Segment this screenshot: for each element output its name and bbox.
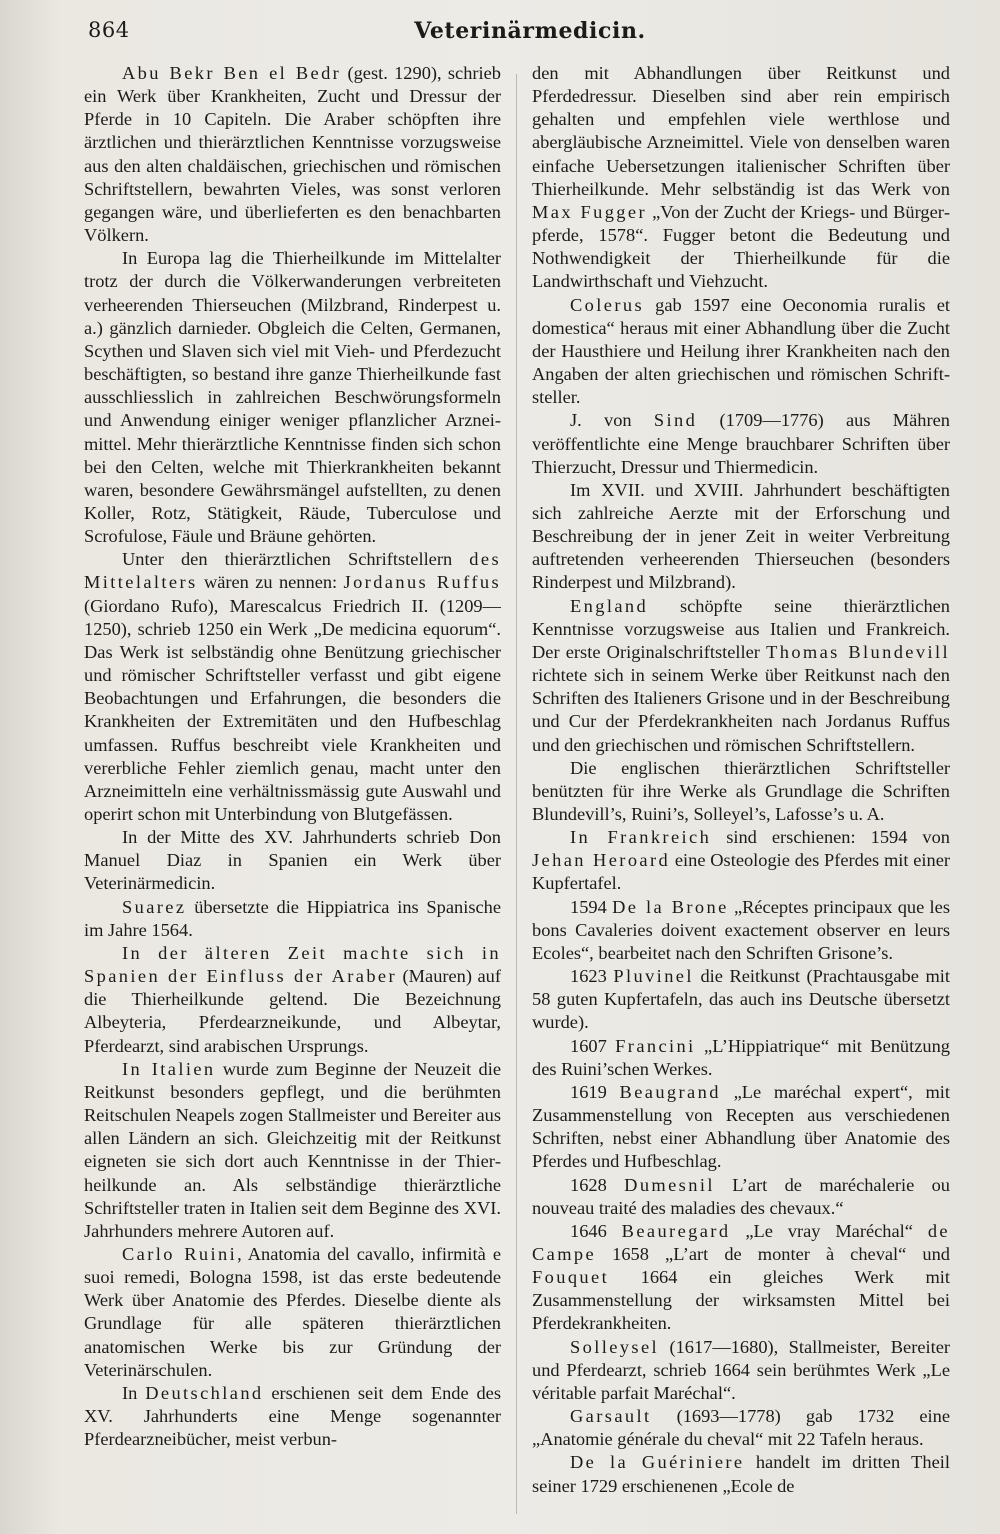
spaced-name: Garsault	[570, 1406, 652, 1427]
spaced-name: De la Guériniere	[570, 1452, 745, 1473]
spaced-name: Abu Bekr Ben el Bedr	[122, 63, 342, 83]
page-number: 864	[88, 18, 130, 42]
spaced-name: Thomas Blundevill	[766, 641, 950, 662]
paragraph	[532, 826, 950, 895]
paragraph	[532, 1174, 950, 1220]
spaced-name: In Frankreich	[570, 827, 712, 848]
paragraph	[532, 294, 950, 410]
running-title: Veterinärmedicin.	[414, 18, 646, 44]
spaced-name: Max Fugger	[532, 201, 647, 222]
text-run: die Reitkunst (Prachtausgabe mit 58 guten Kupfertafeln, das auch ins Deutsche übersetzt wurde).	[532, 966, 950, 1033]
text-run: (1617—1680), Stallmeister, Bereiter und Pferdearzt, schrieb 1664 sein berühmtes Werk „Le véritable parfait Maréchal“.	[532, 1336, 950, 1403]
paragraph	[84, 1243, 501, 1382]
text-run: (Giordano Rufo), Marescalcus Friedrich II. (1209—1250), schrieb 1250 ein Werk „De medicina equorum“. Das Werk ist selbständig ohne Benützung griechischer und römischer Schriftsteller verfasst und gibt eigene Beobachtungen und Erfahrungen, die besonders die Krankheiten der Extremitäten und den Hufbeschlag umfassen. Ruffus beschreibt viele Krankheiten und vererbliche Fehler ziemlich genau, macht unter den Arzneimitteln eine verhältnissmässig gute Auswahl und operirt schon mit Unterbindung von Blutgefässen.	[84, 595, 501, 824]
left-column	[84, 62, 501, 1522]
text-run: gab 1597 eine Oeconomia ruralis et domestica“ heraus mit einer Abhandlung über die Zucht der Hausthiere und Heilung ihrer Krankheiten nach den Angaben der alten griechischen und römischen Schriftsteller.	[532, 294, 950, 408]
text-run: „Le maréchal expert“, mit Zusammenstellung von Recepten aus verschiedenen Schriften, nebst einer Abhandlung über Anatomie des Pferdes und Hufbeschlag.	[532, 1081, 950, 1172]
text-run: 1628	[570, 1174, 625, 1195]
spaced-name: Pluvinel	[613, 966, 694, 987]
text-run: In Europa lag die Thierheilkunde im Mittelalter trotz der durch die Völkerwanderungen verbreiteten verheerenden Thierseuchen (Milzbrand, Rinderpest u. a.) gänzlich darnieder. Obgleich die Celten, Germanen, Scythen und Slaven sich viel mit Vieh- und Pferdezucht beschäftigten, so bestand ihre ganze Thierheilkunde fast ausschliesslich in zahlreichen Beschwörungsformeln und Anwendung einiger weniger pflanzlicher Arzneimittel. Mehr thierärztliche Kenntnisse finden sich schon bei den Celten, welche mit Thierkrankheiten bekannt waren, besondere Gewährsmängel aufstellten, zu denen Koller, Rotz, Stätigkeit, Räude, Tuberculose und Scrofulose, Fäule und Bräune gehörten.	[84, 248, 501, 547]
text-run: den mit Abhandlungen über Reitkunst und Pferdedressur. Dieselben sind aber rein empirisch gehalten und empfehlen viele werthlose und abergläubische Arzneimittel. Viele von denselben waren einfache Uebersetzungen italienischer Schriften über Thierheilkunde. Mehr selbständig ist das Werk von	[532, 63, 950, 199]
text-run: übersetzte die Hippiatrica ins Spanische im Jahre 1564.	[84, 896, 501, 940]
spaced-name: Sind	[653, 410, 698, 431]
paragraph	[84, 62, 501, 247]
text-run: schöpfte seine thierärztlichen Kenntnisse vorzugsweise aus Italien und Frankreich. Der erste Originalschriftsteller	[532, 595, 950, 662]
paragraph	[532, 409, 950, 478]
spaced-name: Fouquet	[532, 1267, 610, 1288]
spaced-name: Suarez	[122, 896, 187, 917]
column-divider	[516, 74, 517, 1514]
paragraph	[84, 1058, 501, 1243]
text-run: Unter den thierärztlichen Schriftstellern	[122, 549, 470, 570]
spaced-name: Francini	[615, 1035, 696, 1056]
paragraph	[84, 247, 501, 548]
spaced-name: Beaugrand	[619, 1081, 721, 1102]
paragraph	[84, 942, 501, 1058]
spaced-name: des Mittelalters	[84, 549, 501, 593]
text-run: Die englischen thierärztlichen Schriftsteller benützten für ihre Werke als Grundlage die Schriften Blundevill’s, Ruini’s, Solleyel’s, Lafosse’s u. A.	[532, 757, 950, 824]
paragraph	[532, 62, 950, 294]
text-run: eine Osteologie des Pferdes mit einer Kupfertafel.	[532, 850, 950, 894]
spaced-name: De la Brone	[612, 896, 729, 917]
spaced-name: England	[570, 595, 649, 616]
text-run: (gest. 1290), schrieb ein Werk über Krankheiten, Zucht und Dressur der Pferde in 10 Capiteln. Die Araber schöpften ihre ärztlichen und thierärztlichen Kenntnisse vorzugsweise aus den alten chaldäischen, griechischen und römischen Schriftstellern, bewahrten Vieles, was sonst verloren gegangen wäre, und überlieferten es den benachbarten Völkern.	[84, 63, 501, 246]
paragraph	[532, 1035, 950, 1081]
spaced-name: Colerus	[570, 294, 645, 315]
paragraph	[84, 826, 501, 895]
text-run: L’art de maréchalerie ou nouveau traité des maladies des chevaux.“	[532, 1174, 950, 1218]
right-column	[532, 62, 950, 1522]
text-run: „Von der Zucht der Kriegs- und Bürgerpferde, 1578“. Fugger betont die Bedeutung und Nothwendigkeit der Thierheilkunde für die Landwirthschaft und Viehzucht.	[532, 201, 950, 292]
text-run: 1658 „L’art de monter à cheval“ und	[596, 1243, 950, 1264]
spaced-name: In Italien	[122, 1058, 216, 1079]
text-run: 1594	[570, 896, 613, 917]
text-run: 1619	[570, 1081, 620, 1102]
text-run: (Mauren) auf die Thierheilkunde geltend. Die Bezeichnung Albeyteria, Pferdearzneikunde, und Albeytar, Pferdearzt, sind arabischen Ursprungs.	[84, 966, 501, 1056]
text-run: 1607	[570, 1035, 616, 1056]
text-run: In	[122, 1382, 146, 1403]
paragraph	[532, 1081, 950, 1174]
text-run: handelt im dritten Theil seiner 1729 erschienenen „Ecole de	[532, 1452, 950, 1496]
text-run: „L’Hippiatrique“ mit Benützung des Ruini’schen Werkes.	[532, 1035, 950, 1079]
paragraph	[84, 548, 501, 826]
paragraph	[532, 757, 950, 826]
paragraph	[532, 595, 950, 757]
paragraph	[532, 1451, 950, 1497]
paragraph	[532, 479, 950, 595]
paragraph	[84, 896, 501, 942]
spaced-name: Deutschland	[145, 1382, 264, 1403]
spaced-name: de Campe	[532, 1220, 950, 1264]
text-run: richtete sich in seinem Werke über Reitkunst nach den Schriften des Italieners Grisone und in der Beschreibung und Cur der Pferdekrankheiten nach Jordanus Ruffus und den griechischen und römischen Schriftstellern.	[532, 665, 950, 755]
spaced-name: Jordanus Ruffus	[343, 572, 501, 593]
text-run: In der Mitte des XV. Jahrhunderts schrieb Don Manuel Diaz in Spanien ein Werk über Veterinärmedicin.	[84, 827, 501, 894]
spaced-name: Beauregard	[621, 1220, 731, 1241]
text-run: „Le vray Maréchal“	[730, 1220, 928, 1241]
paragraph	[532, 965, 950, 1034]
spaced-name: Dumesnil	[624, 1174, 715, 1195]
spaced-name: Solleysel	[570, 1336, 660, 1357]
spaced-name: Carlo Ruini	[122, 1243, 238, 1264]
text-run: 1646	[570, 1220, 622, 1241]
paragraph	[532, 896, 950, 965]
text-run: 1664 ein gleiches Werk mit Zusammenstellung der wirksamsten Mittel bei Pferdekrankheiten.	[532, 1267, 950, 1334]
text-run: (1709—1776) aus Mähren veröffentlichte eine Menge brauchbarer Schriften über Thierzucht, Dressur und Thiermedicin.	[532, 410, 950, 477]
paragraph	[532, 1220, 950, 1336]
page-header	[0, 14, 1000, 50]
paragraph	[84, 1382, 501, 1451]
text-run: J. von	[570, 410, 654, 431]
text-run: „Réceptes principaux que les bons Cavaleries doivent exactement observer en leurs Ecoles“, bearbeitet nach den Schriften Grisone’s.	[532, 896, 950, 963]
paragraph	[532, 1336, 950, 1405]
text-run: , Anatomia del cavallo, infirmità e suoi remedi, Bologna 1598, ist das erste bedeutende Werk über Anatomie des Pferdes. Dieselbe diente als Grundlage für alle späteren thierärztlichen anatomischen Werke bis zur Gründung der Veterinärschulen.	[84, 1243, 501, 1380]
paragraph	[532, 1405, 950, 1451]
text-run: erschienen seit dem Ende des XV. Jahrhunderts eine Menge sogenannter Pferdearzneibücher, meist verbun-	[84, 1382, 501, 1450]
text-run: Im XVII. und XVIII. Jahrhundert beschäftigten sich zahlreiche Aerzte mit der Erforschung und Beschreibung der in jener Zeit in weiter Verbreitung auftretenden verheerenden Thierseuchen (besonders Rinderpest und Milzbrand).	[532, 479, 950, 593]
text-run: wären zu nennen:	[197, 572, 344, 593]
spaced-name: Jehan Heroard	[532, 850, 671, 871]
spaced-name: In der älteren Zeit machte sich in Spanien der Einfluss der Araber	[84, 942, 501, 987]
text-run: 1623	[570, 966, 614, 987]
text-run: wurde zum Beginne der Neuzeit die Reitkunst besonders gepflegt, und die berühmten Reitschulen Neapels zogen Stallmeister und Bereiter aus allen Ländern an sich. Gleichzeitig mit der Reitkunst eigneten sie sich dort auch Kenntnisse in der Thierheilkunde an. Als selbständige thierärztliche Schriftsteller traten in Italien seit dem Beginne des XVI. Jahrhunders mehrere Autoren auf.	[84, 1058, 501, 1241]
text-run: (1693—1778) gab 1732 eine „Anatomie générale du cheval“ mit 22 Tafeln heraus.	[532, 1406, 950, 1450]
text-run: sind erschienen: 1594 von	[711, 827, 950, 848]
